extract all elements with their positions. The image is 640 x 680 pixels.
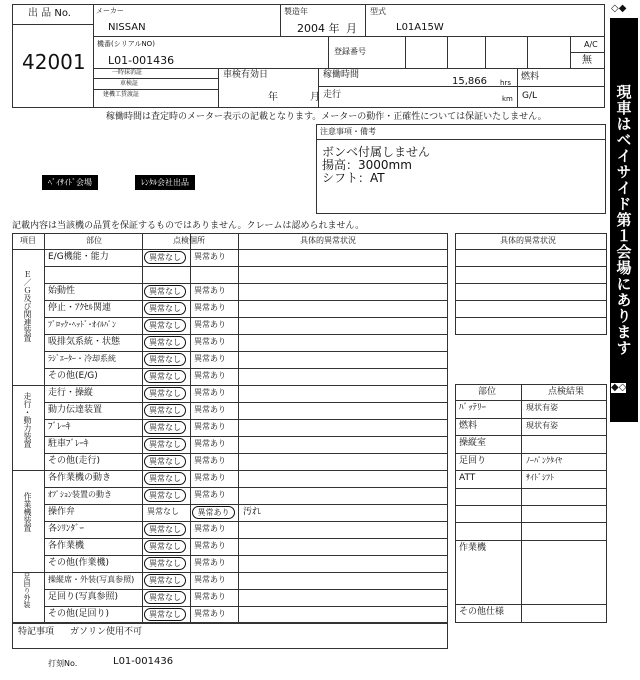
group-label-travel: 走行・動力装置 xyxy=(23,392,32,448)
year-label: 製造年 xyxy=(284,7,308,16)
row-part-label: その他(走行) xyxy=(48,456,101,466)
result-row-part: 燃料 xyxy=(459,421,478,431)
ok-option[interactable]: 異常なし xyxy=(144,540,186,553)
ac-label: A/C xyxy=(584,40,598,49)
ng-option[interactable]: 異常あり xyxy=(194,592,226,601)
ng-option[interactable]: 異常あり xyxy=(194,337,226,346)
col-item-header: 項目 xyxy=(20,236,36,245)
ok-option[interactable]: 異常なし xyxy=(144,455,186,468)
model-value: L01A15W xyxy=(396,22,444,33)
ok-option[interactable]: 異常なし xyxy=(144,404,186,417)
remarks-title: 注意事項・備考 xyxy=(320,127,376,136)
result-col-result: 点検結果 xyxy=(548,387,585,397)
ng-option[interactable]: 異常あり xyxy=(194,371,226,380)
ok-option[interactable]: 異常なし xyxy=(147,507,179,516)
ng-option[interactable]: 異常あり xyxy=(194,320,226,329)
ok-option[interactable]: 異常なし xyxy=(144,353,186,366)
model-label: 型式 xyxy=(370,7,386,16)
ng-option[interactable]: 異常あり xyxy=(194,303,226,312)
ng-option[interactable]: 異常あり xyxy=(194,456,226,465)
ng-option[interactable]: 異常あり xyxy=(194,354,226,363)
ng-option[interactable]: 異常あり xyxy=(194,558,226,567)
side-mark-top: ◇◆ xyxy=(611,3,627,14)
row-part-label: 停止・ｱｸｾﾙ関連 xyxy=(48,303,112,313)
row-part-label: 操作弁 xyxy=(48,507,76,517)
row-part-label: 各作業機の動き xyxy=(48,473,112,483)
row-part-label: ｵﾌﾟｼｮﾝ装置の動き xyxy=(48,490,112,499)
ng-option[interactable]: 異常あり xyxy=(194,286,226,295)
ok-option[interactable]: 異常なし xyxy=(144,557,186,570)
side-banner: 現車はベイサイド第１会場にあります xyxy=(610,18,638,422)
result-col-part: 部位 xyxy=(478,387,497,397)
ng-option[interactable]: 異常あり xyxy=(194,439,226,448)
ng-option[interactable]: 異常あり xyxy=(194,388,226,397)
row-part-label: その他(足回り) xyxy=(48,609,110,619)
row-part-label: ﾌﾞﾛｯｸ･ﾍｯﾄﾞ･ｵｲﾙﾊﾟﾝ xyxy=(48,320,116,329)
ok-option[interactable]: 異常なし xyxy=(144,472,186,485)
col-check-header: 点検個所 xyxy=(173,236,205,245)
km-unit: km xyxy=(502,95,513,103)
inspection-label-1: 一時抹消証 xyxy=(112,69,143,76)
stamp-no-value: L01-001436 xyxy=(113,656,174,667)
ok-option[interactable]: 異常なし xyxy=(144,438,186,451)
inspection-label-3: 建機工賃渡証 xyxy=(103,91,140,98)
row-part-label: ﾌﾞﾚｰｷ xyxy=(48,422,71,432)
result-row-part: 操縦室 xyxy=(459,438,487,448)
ng-option[interactable]: 異常あり xyxy=(194,473,226,482)
inspect-expiry-label: 車検有効日 xyxy=(223,70,269,80)
stamp-no-label: 打刻No. xyxy=(48,659,78,668)
row-part-label: 足回り(写真参照) xyxy=(48,592,119,602)
result-row-part: ﾊﾞｯﾃﾘｰ xyxy=(459,403,487,413)
expiry-month-unit: 月 xyxy=(310,92,320,103)
hours-value: 15,866 xyxy=(452,76,487,87)
group-label-chassis: 足回り外装 xyxy=(23,573,31,608)
row-part-label: 走行・操縦 xyxy=(48,388,94,398)
result-row-value: 現状有姿 xyxy=(526,421,558,430)
rental-badge: ﾚﾝﾀﾙ会社出品 xyxy=(135,175,195,190)
group-label-engine: Ｅ／Ｇ及び関連装置 xyxy=(23,270,32,342)
hours-unit: hrs xyxy=(500,79,511,87)
ok-option[interactable]: 異常なし xyxy=(144,302,186,315)
ok-option[interactable]: 異常なし xyxy=(144,370,186,383)
ng-option[interactable]: 異常あり xyxy=(194,405,226,414)
ok-option[interactable]: 異常なし xyxy=(144,387,186,400)
result-row-value: ﾉｰﾊﾟﾝｸﾀｲﾔ xyxy=(526,456,562,465)
ng-option[interactable]: 異常あり xyxy=(194,609,226,618)
result-row-part: ATT xyxy=(459,473,476,483)
ng-option[interactable]: 異常あり xyxy=(194,575,226,584)
fuel-label: 燃料 xyxy=(521,72,540,82)
hours-notice: 稼働時間は査定時のメーター表示の記載となります。メーターの動作・正確性については保証いたしません。 xyxy=(106,112,547,122)
ng-option[interactable]: 異常あり xyxy=(194,422,226,431)
row-part-label: ﾗｼﾞｴｰﾀｰ・冷却系統 xyxy=(48,354,116,363)
ok-option[interactable]: 異常なし xyxy=(144,251,186,264)
fuel-value: G/L xyxy=(522,91,538,101)
lot-no-value: 42001 xyxy=(22,50,86,74)
row-part-label: 各作業機 xyxy=(48,541,85,551)
ng-option[interactable]: 異常あり xyxy=(194,541,226,550)
serial-label: 機番(シリアルNO) xyxy=(97,40,155,48)
side-mark-bottom: ◆◇ xyxy=(611,382,627,393)
ok-option[interactable]: 異常なし xyxy=(144,336,186,349)
result-table xyxy=(455,384,607,623)
ok-option[interactable]: 異常なし xyxy=(144,489,186,502)
ok-option[interactable]: 異常なし xyxy=(144,608,186,621)
row-part-label: 操縦席・外装(写真参照) xyxy=(48,575,135,584)
result-row-part: 作業機 xyxy=(459,543,487,553)
ng-option[interactable]: 異常あり xyxy=(194,524,226,533)
lot-no-label: 出 品 No. xyxy=(28,8,71,19)
serial-value: L01-001436 xyxy=(108,54,175,67)
inspection-label-2: 車検証 xyxy=(120,80,139,87)
row-part-label: 吸排気系統・状態 xyxy=(48,337,121,347)
result-row-value: 現状有姿 xyxy=(526,403,558,412)
ok-option[interactable]: 異常なし xyxy=(144,285,186,298)
ok-option[interactable]: 異常なし xyxy=(144,421,186,434)
row-part-label: 始動性 xyxy=(48,286,76,296)
ng-option[interactable]: 異常あり xyxy=(192,506,235,519)
row-part-label: E/G機能・能力 xyxy=(48,252,109,262)
remarks-line-2: 揚高：3000mm xyxy=(322,158,412,172)
ok-option[interactable]: 異常なし xyxy=(144,591,186,604)
special-notes-label: 特記事項 xyxy=(18,627,55,637)
result-row-part: その他仕様 xyxy=(459,607,505,617)
row-part-label: 駐車ﾌﾞﾚｰｷ xyxy=(48,439,89,449)
maker-value: NISSAN xyxy=(108,22,146,33)
result-row-part: 足回り xyxy=(459,456,487,466)
hours-label: 稼働時間 xyxy=(323,70,360,80)
year-value: 2004 年 xyxy=(297,22,340,35)
expiry-year-unit: 年 xyxy=(268,92,278,103)
remarks-line-3: シフト：AT xyxy=(322,171,385,185)
group-label-work: 作業機装置 xyxy=(23,492,32,532)
result-row-value: ｻｲﾄﾞｼﾌﾄ xyxy=(526,473,554,482)
col-detail-header: 具体的異常状況 xyxy=(300,236,356,245)
ok-option[interactable]: 異常なし xyxy=(144,574,186,587)
month-unit: 月 xyxy=(346,22,357,35)
row-part-label: その他(作業機) xyxy=(48,558,110,568)
row-part-label: 動力伝達装置 xyxy=(48,405,103,415)
ac-value: 無 xyxy=(582,55,592,66)
right-detail-title: 具体的異常状況 xyxy=(500,236,556,245)
row-part-label: 各ｼﾘﾝﾀﾞｰ xyxy=(48,524,85,534)
ok-option[interactable]: 異常なし xyxy=(144,319,186,332)
maker-label: メーカー xyxy=(96,7,124,15)
remarks-line-1: ボンベ付属しません xyxy=(322,145,431,159)
disclaimer: 記載内容は当該機の品質を保証するものではありません。クレームは認められません。 xyxy=(12,221,365,231)
ng-option[interactable]: 異常あり xyxy=(194,252,226,261)
venue-badge: ﾍﾞｲｻｲﾄﾞ会場 xyxy=(42,175,98,190)
row-part-label: その他(E/G) xyxy=(48,371,98,381)
reg-label: 登録番号 xyxy=(334,47,366,56)
special-notes-value: ガソリン使用不可 xyxy=(70,627,143,637)
row-detail: 汚れ xyxy=(243,507,262,517)
ok-option[interactable]: 異常なし xyxy=(144,523,186,536)
km-label: 走行 xyxy=(323,90,342,100)
ng-option[interactable]: 異常あり xyxy=(194,490,226,499)
col-part-header: 部位 xyxy=(86,236,102,245)
